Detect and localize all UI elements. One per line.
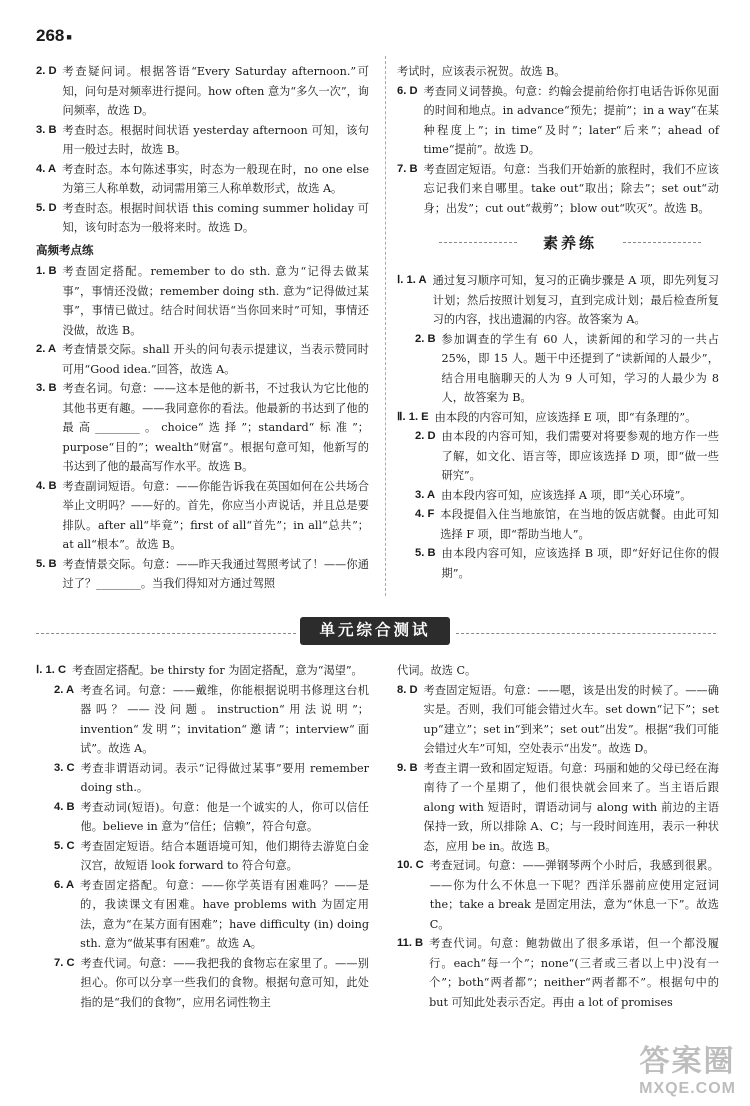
page-number: 268 ■	[36, 26, 72, 45]
answer-item	[397, 856, 719, 934]
answer-text: 由本段的内容可知，应该选择 E 项，即“有条理的”。	[434, 410, 697, 424]
unit-test-banner: 单元综合测试	[300, 617, 450, 645]
answer-text: 考查动词(短语)。句意：他是一个诚实的人，你可以信任他。believe in 意为“信任；信赖”，符合句意。	[80, 800, 369, 833]
answer-text: 考查疑问词。根据答语“Every Saturday afternoon.”可知，问句是对频率进行提问。how often 意为“多久一次”，询问频率，故选 D。	[62, 65, 369, 117]
answer-number: 8. D	[397, 683, 418, 696]
answer-item	[397, 427, 719, 486]
answer-item	[397, 486, 719, 506]
answer-item	[36, 477, 369, 555]
answer-item	[36, 62, 369, 121]
answer-text: 考查时态。根据时间状语 yesterday afternoon 可知，该句用一般过去时，故选 B。	[62, 123, 369, 156]
answer-item	[36, 340, 369, 379]
answer-item	[36, 555, 369, 594]
answer-item	[36, 379, 369, 477]
answer-text: 通过复习顺序可知，复习的正确步骤是 A 项，即先列复习计划；然后按照计划复习，直到完成计划；最后检查所复习的内容，找出遗漏的内容。故答案为 A。	[432, 274, 719, 326]
answer-text: 考查情景交际。shall 开头的问句表示提建议，当表示赞同时可用“Good idea.”回答，故选 A。	[62, 343, 369, 376]
answer-item	[36, 759, 369, 798]
answer-number: 6. D	[397, 84, 418, 97]
answer-item	[36, 876, 369, 954]
answer-text: 考查主谓一致和固定短语。句意：玛丽和她的父母已经在海南待了一个星期了，他们很快就会回来了。当主语后跟 along with 短语时，谓语动词与 along with 前边的主语保持一致，所以排除 A、C；与一段时间连用，表示一种状态，应用 be in。故选 B。	[423, 761, 719, 853]
answer-number: 5. D	[36, 201, 57, 214]
answer-item	[397, 544, 719, 583]
answer-item	[397, 408, 719, 428]
section-title-suyang: 素养练	[515, 232, 625, 253]
answer-item	[36, 121, 369, 160]
answer-text: 参加调查的学生有 60 人，读新闻的和学习的一共占 25%，即 15 人。题干中还提到了“读新闻的人最少”，结合用电脑聊天的人为 9 人可知，学习的人最少为 8 人，故答案为 B。	[441, 332, 719, 404]
answer-text: 考查代词。句意：鲍勃做出了很多承诺，但一个都没履行。each“每一个”；none“(三者或三者以上中)没有一个”；both“两者都”；neither“两者都不”。根据句中的 but 可知此处表示否定。再由 a lot of promises	[429, 937, 719, 1009]
answer-number: 4. B	[36, 479, 57, 492]
answer-text: 考试时，应该表示祝贺。故选 B。	[397, 65, 566, 78]
banner-rule-left	[36, 633, 296, 634]
answer-number: Ⅰ. 1. C	[36, 664, 67, 676]
answer-item	[397, 82, 719, 160]
answer-number: 4. A	[36, 162, 57, 175]
answer-item	[397, 934, 719, 1012]
answer-number: 9. B	[397, 761, 418, 774]
answer-item	[36, 837, 369, 876]
answer-text: 考查固定搭配。be thirsty for 为固定搭配，意为“渴望”。	[72, 664, 363, 677]
answer-number: 2. A	[54, 683, 75, 696]
answer-text: 代词。故选 C。	[397, 664, 477, 677]
answer-item	[36, 262, 369, 340]
answer-item	[36, 199, 369, 238]
answer-item	[397, 661, 719, 681]
answer-number: 2. A	[36, 343, 57, 355]
answer-text: 考查冠词。句意：——弹钢琴两个小时后，我感到很累。——你为什么不休息一下呢？西洋乐器前应使用定冠词 the；take a break 是固定用法，意为“休息一下”。故选 C。	[429, 859, 719, 931]
test-right-answers	[397, 661, 719, 1012]
answer-number: 11. B	[397, 937, 424, 949]
answer-number: 2. D	[36, 65, 57, 77]
answer-text: 考查时态。本句陈述事实，时态为一般现在时，no one else 为第三人称单数，动词需用第三人称单数形式，故选 A。	[62, 162, 369, 195]
answer-text: 考查副词短语。句意：——你能告诉我在英国如何在公共场合举止文明吗？——好的。首先，你应当小声说话，并且总是要排队。after all“毕竟”；first of all“首先”；in all“总共”；at all“根本”。故选 B。	[62, 479, 369, 551]
answer-item	[397, 62, 719, 82]
answer-text: 考查固定搭配。句意：——你学英语有困难吗？——是的，我读课文有困难。have problems with 为固定用法，意为“在某方面有困难”；have difficulty (in) doing sth. 意为“做某事有困难”。故选 A。	[80, 878, 369, 950]
column-divider	[385, 56, 386, 596]
test-left-answers	[36, 661, 369, 1012]
answer-item	[36, 160, 369, 199]
answer-number: 2. B	[415, 332, 436, 345]
answer-item	[397, 160, 719, 219]
answer-number: 3. B	[36, 123, 57, 136]
answer-text: 考查固定搭配。remember to do sth. 意为“记得去做某事”，事情还没做；remember doing sth. 意为“记得做过某事”，事情已做过。结合时间状语“当你回来时”可知，事情还没做，故选 B。	[62, 265, 369, 337]
right-bottom-answers	[397, 271, 719, 583]
left-subsection-title: 高频考点练	[36, 245, 94, 257]
answer-number: 4. B	[54, 800, 75, 813]
answer-text: 考查名词。句意：——戴维，你能根据说明书修理这台机器吗？——没问题。instruction“用法说明”；invention“发明”；invitation“邀请”；interview“面试”。故选 A。	[80, 683, 369, 755]
answer-number: 3. C	[54, 761, 75, 774]
answer-number: 5. B	[415, 547, 436, 559]
answer-text: 考查非谓语动词。表示“记得做过某事”要用 remember doing sth.。	[80, 761, 369, 794]
answer-text: 由本段内容可知，应该选择 B 项，即“好好记住你的假期”。	[441, 547, 719, 580]
answer-number: 7. C	[54, 956, 75, 969]
answer-number: 1. B	[36, 265, 57, 277]
answer-item	[397, 271, 719, 330]
answer-text: 考查固定短语。句意：——嗯，该是出发的时候了。——确实是。否则，我们可能会错过火车。set down“记下”；set up“建立”；set in“到来”；set out“出发”。根据“我们可能会错过火车”可知，空处表示“出发”。故选 D。	[423, 683, 719, 755]
answer-number: 2. D	[415, 430, 436, 442]
answer-number: 5. C	[54, 839, 75, 852]
answer-text: 本段提倡入住当地旅馆，在当地的饭店就餐。由此可知选择 F 项，即“帮助当地人”。	[440, 508, 719, 541]
answer-item	[397, 330, 719, 408]
answer-text: 由本段内容可知，应该选择 A 项，即“关心环境”。	[441, 488, 692, 502]
answer-text: 考查固定短语。句意：当我们开始新的旅程时，我们不应该忘记我们来自哪里。take out“取出；除去”；set out“动身；出发”；cut out“裁剪”；blow out“吹灭”。故选 B。	[423, 162, 719, 215]
answer-item	[36, 681, 369, 759]
answer-text: 考查情景交际。句意：——昨天我通过驾照考试了！——你通过了？________。当我们得知对方通过驾照	[62, 557, 369, 590]
answer-number: 4. F	[415, 508, 435, 520]
answer-text: 考查同义词替换。句意：约翰会提前给你打电话告诉你见面的时间和地点。in advance“预先；提前”；in a way“在某种程度上”；in time“及时”；later“后来”；ahead of time“提前”。故选 D。	[423, 84, 719, 156]
answer-number: 5. B	[36, 557, 57, 570]
answer-item	[397, 681, 719, 759]
answer-text: 考查时态。根据时间状语 this coming summer holiday 可知，该句时态为一般将来时。故选 D。	[62, 201, 369, 234]
answer-number: Ⅱ. 1. E	[397, 410, 429, 423]
answer-text: 考查名词。句意：——这本是他的新书，不过我认为它比他的其他书更有趣。——我同意你的看法。他最新的书达到了他的最高________。choice“选择”；standard“标准”；purpose“目的”；wealth“财富”。根据句意可知，他新写的书达到了他的最高写作水平。故选 B。	[62, 382, 369, 473]
answer-item	[36, 954, 369, 1013]
answer-text: 考查代词。句意：——我把我的食物忘在家里了。——别担心。你可以分享一些我们的食物。根据句意可知，此处指的是“我们的食物”，应用名词性物主	[80, 956, 369, 1009]
answer-number: 10. C	[397, 859, 424, 871]
answer-text: 由本段的内容可知，我们需要对将要参观的地方作一些了解，如文化、语言等，即应该选择 D 项，即“做一些研究”。	[441, 430, 719, 482]
answer-number: 3. B	[36, 382, 57, 394]
answer-text: 考查固定短语。结合本题语境可知，他们期待去游览白金汉宫，故短语 look forward to 符合句意。	[80, 839, 369, 872]
answer-number: 7. B	[397, 162, 418, 175]
answer-item	[36, 798, 369, 837]
answer-item	[36, 661, 369, 681]
answer-item	[397, 505, 719, 544]
answer-number: 3. A	[415, 488, 436, 501]
left-bottom-answers	[36, 262, 369, 594]
right-top-answers	[397, 62, 719, 218]
answer-number: Ⅰ. 1. A	[397, 274, 427, 286]
left-top-answers	[36, 62, 369, 238]
banner-rule-right	[456, 633, 716, 634]
answer-item	[397, 759, 719, 857]
watermark-logo: 答案圈 MXQE.COM	[639, 1045, 736, 1097]
answer-number: 6. A	[54, 878, 75, 891]
